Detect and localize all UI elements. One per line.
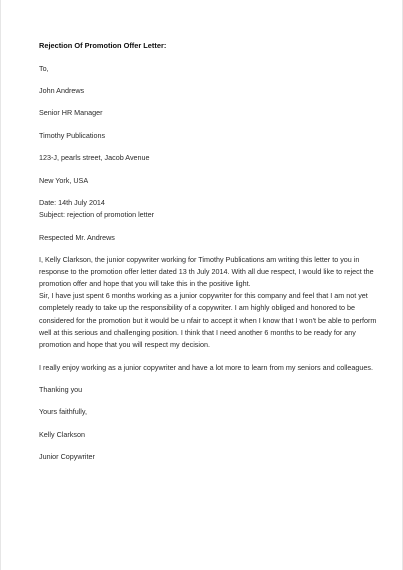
salutation: Respected Mr. Andrews [39, 233, 115, 242]
paragraph-2-line: considered for the promotion but it would be u nfair to accept it when I know that I won't be able to perform [39, 316, 377, 325]
paragraph-2-line: completely ready to take up the responsibility of a copywriter. I am highly obliged and honored to be [39, 303, 356, 312]
signature-name: Kelly Clarkson [39, 430, 85, 439]
address-line-1: 123-J, pearls street, Jacob Avenue [39, 153, 150, 162]
letter-title: Rejection Of Promotion Offer Letter: [39, 41, 167, 50]
paragraph-1-line: promotion offer and hope that you will take this in the positive light. [39, 279, 251, 288]
paragraph-2-line: promotion and hope that you will respect my decision. [39, 340, 210, 349]
closing-faithfully: Yours faithfully, [39, 407, 87, 416]
paragraph-1-line: response to the promotion offer letter dated 13 th July 2014. With all due respect, I would like to reject the [39, 267, 374, 276]
paragraph-2-line: Sir, I have just spent 6 months working as a junior copywriter for this company and feel that I am not yet [39, 291, 368, 300]
letter-subject: Subject: rejection of promotion letter [39, 210, 155, 219]
signature-title: Junior Copywriter [39, 452, 95, 461]
paragraph-1-line: I, Kelly Clarkson, the junior copywriter working for Timothy Publications am writing this letter to you in [39, 255, 360, 264]
paragraph-3: I really enjoy working as a junior copywriter and have a lot more to learn from my seniors and colleagues. [39, 363, 373, 372]
company-name: Timothy Publications [39, 131, 106, 140]
closing-thanks: Thanking you [39, 385, 83, 394]
to-label: To, [39, 64, 49, 73]
address-line-2: New York, USA [39, 176, 89, 185]
paragraph-2-line: well at this serious and challenging position. I think that I need another 6 months to be ready for any [39, 328, 356, 337]
letter-date: Date: 14th July 2014 [39, 198, 105, 207]
recipient-title: Senior HR Manager [39, 108, 103, 117]
recipient-name: John Andrews [39, 86, 85, 95]
